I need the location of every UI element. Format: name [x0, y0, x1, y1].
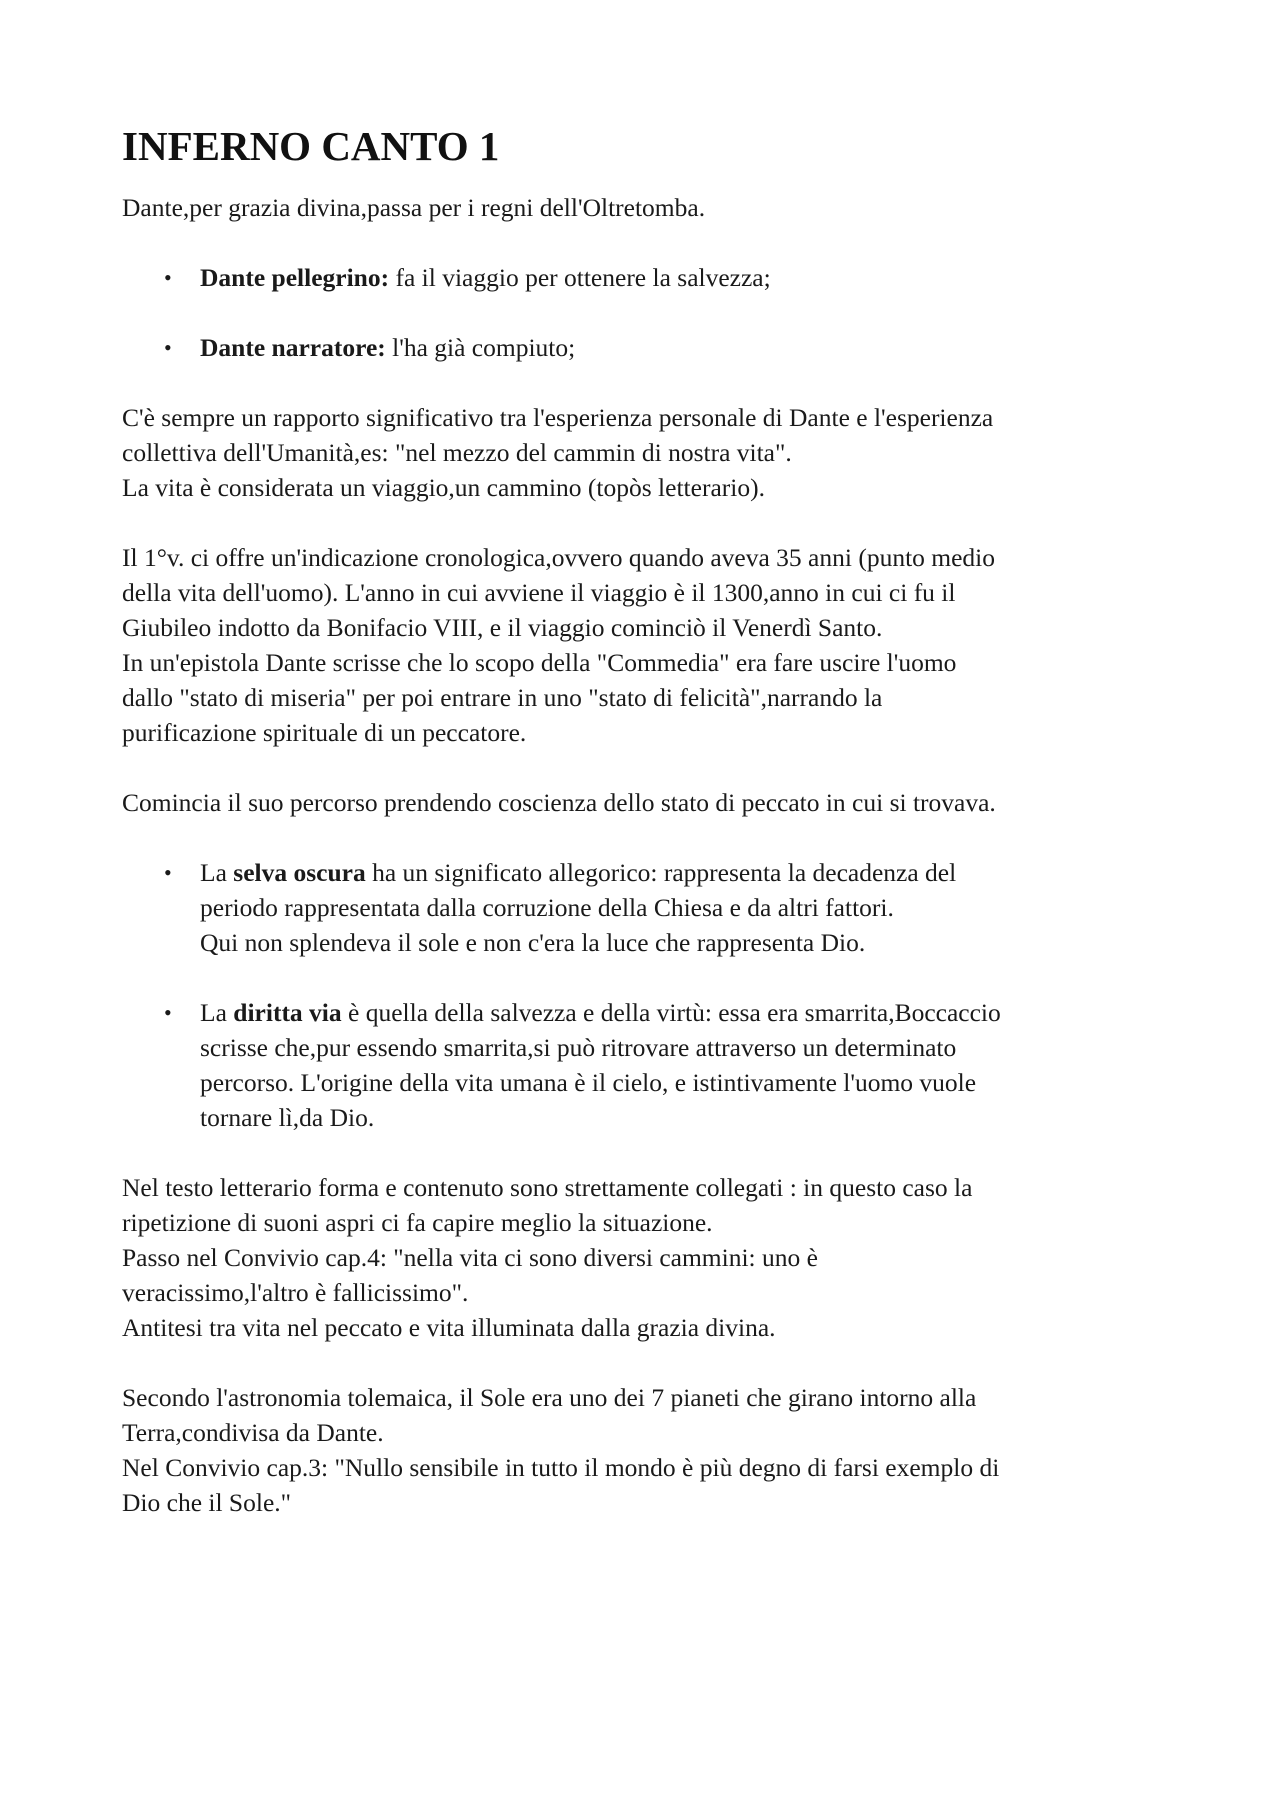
item-text: è quella della salvezza e della virtù: essa era smarrita,Boccaccio [341, 998, 1001, 1027]
item-pre: La [200, 858, 234, 887]
spacer [122, 505, 1182, 540]
spacer [122, 820, 1182, 855]
paragraph-line: dallo "stato di miseria" per poi entrare in uno "stato di felicità",narrando la [122, 683, 883, 712]
bullet-icon: • [164, 335, 172, 360]
spacer [122, 225, 1182, 260]
paragraph-line: Comincia il suo percorso prendendo coscienza dello stato di peccato in cui si trovava. [122, 788, 996, 817]
paragraph-line: Il 1°v. ci offre un'indicazione cronologica,ovvero quando aveva 35 anni (punto medio [122, 543, 996, 572]
paragraph-line: veracissimo,l'altro è fallicissimo". [122, 1278, 469, 1307]
spacer [122, 1345, 1182, 1380]
paragraph-line: La vita è considerata un viaggio,un cammino (topòs letterario). [122, 473, 765, 502]
list-item-line: tornare lì,da Dio. [200, 1103, 375, 1132]
paragraph-line: Nel Convivio cap.3: "Nullo sensibile in tutto il mondo è più degno di farsi exemplo di [122, 1453, 1000, 1482]
document-page [122, 122, 1182, 1520]
role-term: Dante pellegrino: [200, 263, 390, 292]
list-item-line: percorso. L'origine della vita umana è il cielo, e istintivamente l'uomo vuole [200, 1068, 977, 1097]
item-term: diritta via [233, 998, 342, 1027]
spacer [122, 1135, 1182, 1170]
list-item-line: Qui non splendeva il sole e non c'era la luce che rappresenta Dio. [200, 928, 866, 957]
paragraph-line: ripetizione di suoni aspri ci fa capire meglio la situazione. [122, 1208, 713, 1237]
paragraph-line: Terra,condivisa da Dante. [122, 1418, 384, 1447]
spacer [122, 750, 1182, 785]
paragraph-line: Nel testo letterario forma e contenuto sono strettamente collegati : in questo caso la [122, 1173, 973, 1202]
item-term: selva oscura [233, 858, 366, 887]
paragraph-line: C'è sempre un rapporto significativo tra l'esperienza personale di Dante e l'esperienza [122, 403, 994, 432]
list-item [122, 330, 1182, 365]
paragraph-line: purificazione spirituale di un peccatore. [122, 718, 527, 747]
paragraph-line: In un'epistola Dante scrisse che lo scopo della "Commedia" era fare uscire l'uomo [122, 648, 957, 677]
spacer [122, 295, 1182, 330]
bullet-icon: • [164, 1000, 172, 1025]
roles-list [122, 260, 1182, 365]
paragraph-line: della vita dell'uomo). L'anno in cui avviene il viaggio è il 1300,anno in cui ci fu il [122, 578, 956, 607]
list-item [122, 855, 1182, 890]
paragraph-line: Dio che il Sole." [122, 1488, 292, 1517]
allegory-list [122, 855, 1182, 1135]
item-pre: La [200, 998, 234, 1027]
role-term: Dante narratore: [200, 333, 386, 362]
item-text: ha un significato allegorico: rappresenta la decadenza del [365, 858, 957, 887]
list-item-line: periodo rappresentata dalla corruzione della Chiesa e da altri fattori. [200, 893, 894, 922]
role-text: fa il viaggio per ottenere la salvezza; [389, 263, 771, 292]
spacer [122, 365, 1182, 400]
paragraph-line: Passo nel Convivio cap.4: "nella vita ci sono diversi cammini: uno è [122, 1243, 818, 1272]
paragraph-line: collettiva dell'Umanità,es: "nel mezzo del cammin di nostra vita". [122, 438, 792, 467]
bullet-icon: • [164, 860, 172, 885]
paragraph-line: Antitesi tra vita nel peccato e vita illuminata dalla grazia divina. [122, 1313, 776, 1342]
spacer [122, 960, 1182, 995]
list-item [122, 995, 1182, 1030]
bullet-icon: • [164, 265, 172, 290]
paragraph-line: Secondo l'astronomia tolemaica, il Sole era uno dei 7 pianeti che girano intorno alla [122, 1383, 977, 1412]
page-title: INFERNO CANTO 1 [122, 123, 500, 169]
list-item-line: scrisse che,pur essendo smarrita,si può ritrovare attraverso un determinato [200, 1033, 957, 1062]
list-item [122, 260, 1182, 295]
intro-paragraph: Dante,per grazia divina,passa per i regni dell'Oltretomba. [122, 193, 706, 222]
role-text: l'ha già compiuto; [385, 333, 576, 362]
paragraph-line: Giubileo indotto da Bonifacio VIII, e il viaggio cominciò il Venerdì Santo. [122, 613, 883, 642]
